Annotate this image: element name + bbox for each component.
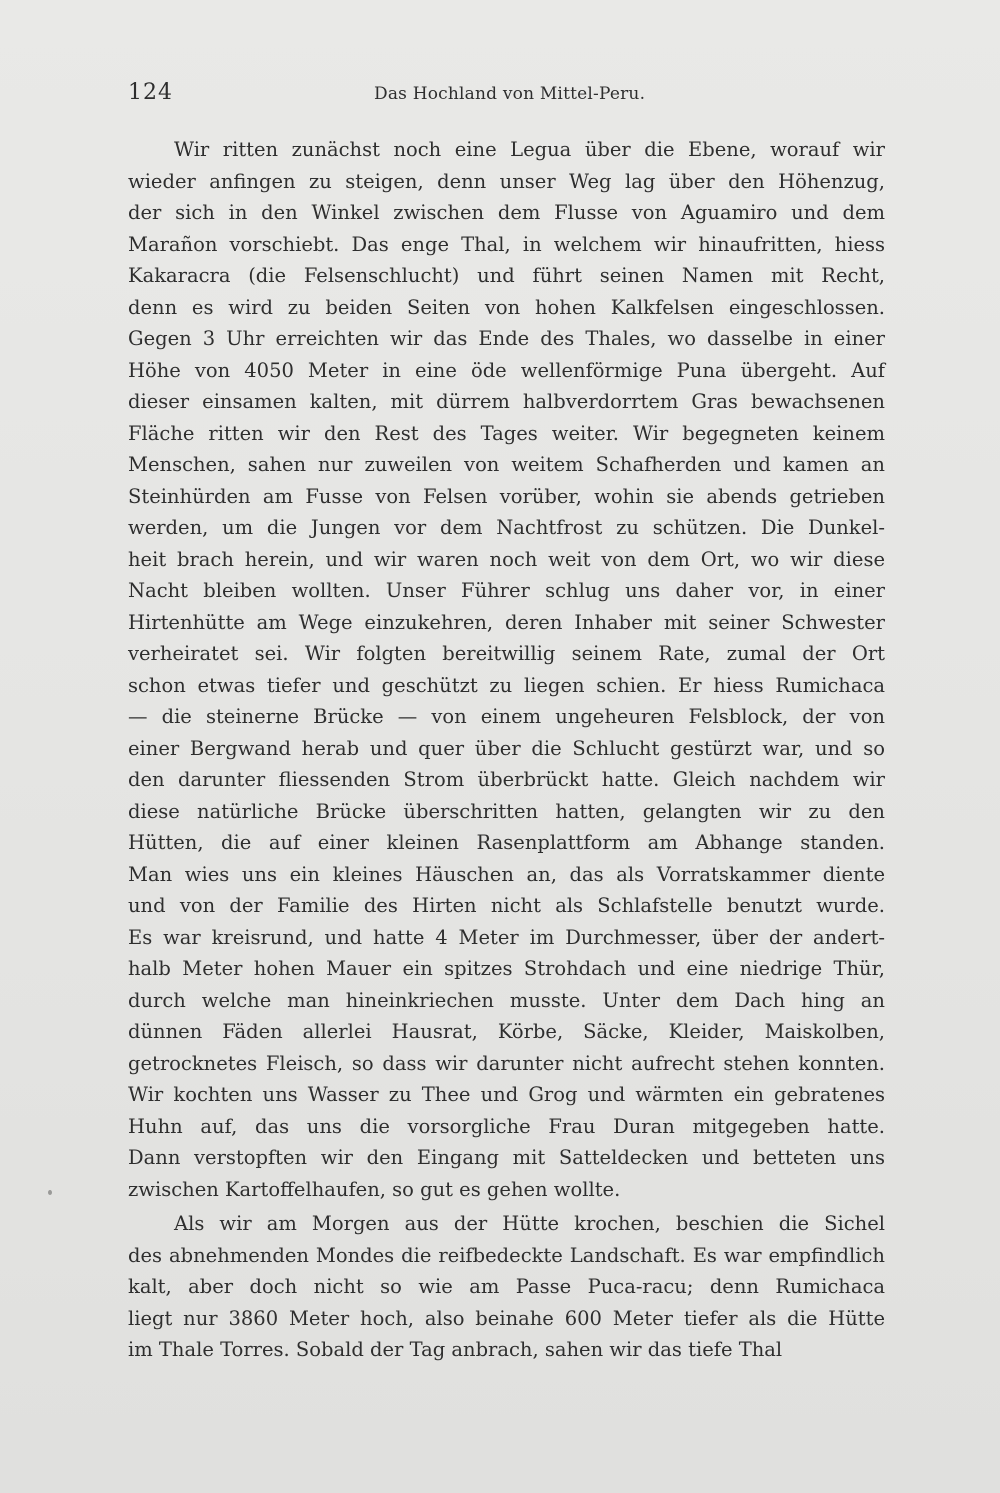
text-line: kalt, aber doch nicht so wie am Passe Puca-racu; denn Rumichaca bbox=[128, 1275, 885, 1298]
text-line: Steinhürden am Fusse von Felsen vorüber, wohin sie abends getrieben bbox=[128, 484, 885, 508]
text-line: werden, um die Jungen vor dem Nachtfrost zu schützen. Die Dunkel- bbox=[128, 516, 885, 539]
page-header bbox=[128, 80, 888, 110]
text-line: wieder anfingen zu steigen, denn unser Weg lag über den Höhenzug, bbox=[128, 169, 885, 193]
text-line: diese natürliche Brücke überschritten hatten, gelangten wir zu den bbox=[128, 799, 885, 823]
text-line: des abnehmenden Mondes die reifbedeckte Landschaft. Es war empfindlich bbox=[128, 1243, 885, 1267]
paper-speck bbox=[48, 1190, 52, 1195]
body-text bbox=[128, 134, 885, 1366]
paragraph bbox=[128, 1208, 885, 1366]
text-line: Als wir am Morgen aus der Hütte krochen, beschien die Sichel bbox=[174, 1212, 885, 1235]
text-line: Dann verstopften wir den Eingang mit Satteldecken und betteten uns bbox=[128, 1146, 885, 1169]
text-line: Fläche ritten wir den Rest des Tages weiter. Wir begegneten keinem bbox=[128, 421, 885, 445]
text-line: Huhn auf, das uns die vorsorgliche Frau Duran mitgegeben hatte. bbox=[128, 1114, 885, 1138]
text-line: einer Bergwand herab und quer über die Schlucht gestürzt war, und so bbox=[128, 736, 885, 760]
text-line: Gegen 3 Uhr erreichten wir das Ende des Thales, wo dasselbe in einer bbox=[128, 327, 885, 350]
text-line: liegt nur 3860 Meter hoch, also beinahe 600 Meter tiefer als die Hütte bbox=[128, 1306, 885, 1330]
text-line: Hütten, die auf einer kleinen Rasenplattform am Abhange standen. bbox=[128, 831, 885, 854]
text-line: Man wies uns ein kleines Häuschen an, das als Vorratskammer diente bbox=[128, 862, 885, 886]
text-line: Höhe von 4050 Meter in eine öde wellenförmige Puna übergeht. Auf bbox=[128, 358, 885, 382]
text-line: getrocknetes Fleisch, so dass wir darunter nicht aufrecht stehen konnten. bbox=[128, 1051, 885, 1075]
running-head: Das Hochland von Mittel-Peru. bbox=[374, 84, 646, 104]
text-line: Nacht bleiben wollten. Unser Führer schlug uns daher vor, in einer bbox=[128, 579, 885, 602]
text-line: Hirtenhütte am Wege einzukehren, deren Inhaber mit seiner Schwester bbox=[128, 610, 885, 634]
text-line: im Thale Torres. Sobald der Tag anbrach, sahen wir das tiefe Thal bbox=[128, 1338, 783, 1361]
text-line: Wir ritten zunächst noch eine Legua über die Ebene, worauf wir bbox=[174, 138, 885, 161]
text-line: durch welche man hineinkriechen musste. Unter dem Dach hing an bbox=[128, 988, 885, 1012]
page-number: 124 bbox=[128, 80, 173, 105]
paragraph bbox=[128, 134, 885, 1205]
text-line: heit brach herein, und wir waren noch weit von dem Ort, wo wir diese bbox=[128, 547, 885, 571]
text-line: den darunter fliessenden Strom überbrückt hatte. Gleich nachdem wir bbox=[128, 768, 885, 791]
text-line: — die steinerne Brücke — von einem ungeheuren Felsblock, der von bbox=[128, 705, 885, 728]
text-line: dünnen Fäden allerlei Hausrat, Körbe, Säcke, Kleider, Maiskolben, bbox=[128, 1020, 885, 1043]
text-line: Es war kreisrund, und hatte 4 Meter im Durchmesser, über der andert- bbox=[128, 925, 885, 949]
text-line: der sich in den Winkel zwischen dem Flusse von Aguamiro und dem bbox=[128, 201, 885, 224]
text-line: Kakaracra (die Felsenschlucht) und führt seinen Namen mit Recht, bbox=[128, 264, 885, 287]
text-line: Wir kochten uns Wasser zu Thee und Grog und wärmten ein gebratenes bbox=[128, 1083, 885, 1106]
text-line: zwischen Kartoffelhaufen, so gut es gehen wollte. bbox=[128, 1177, 621, 1201]
text-line: halb Meter hohen Mauer ein spitzes Strohdach und eine niedrige Thür, bbox=[128, 957, 885, 980]
text-line: schon etwas tiefer und geschützt zu liegen schien. Er hiess Rumichaca bbox=[128, 673, 885, 697]
text-line: verheiratet sei. Wir folgten bereitwillig seinem Rate, zumal der Ort bbox=[128, 642, 885, 665]
text-line: denn es wird zu beiden Seiten von hohen Kalkfelsen eingeschlossen. bbox=[128, 295, 885, 319]
text-line: und von der Familie des Hirten nicht als Schlafstelle benutzt wurde. bbox=[128, 894, 885, 917]
text-line: Menschen, sahen nur zuweilen von weitem Schafherden und kamen an bbox=[128, 453, 885, 476]
text-line: dieser einsamen kalten, mit dürrem halbverdorrtem Gras bewachsenen bbox=[128, 390, 885, 413]
text-line: Marañon vorschiebt. Das enge Thal, in welchem wir hinaufritten, hiess bbox=[128, 232, 885, 256]
